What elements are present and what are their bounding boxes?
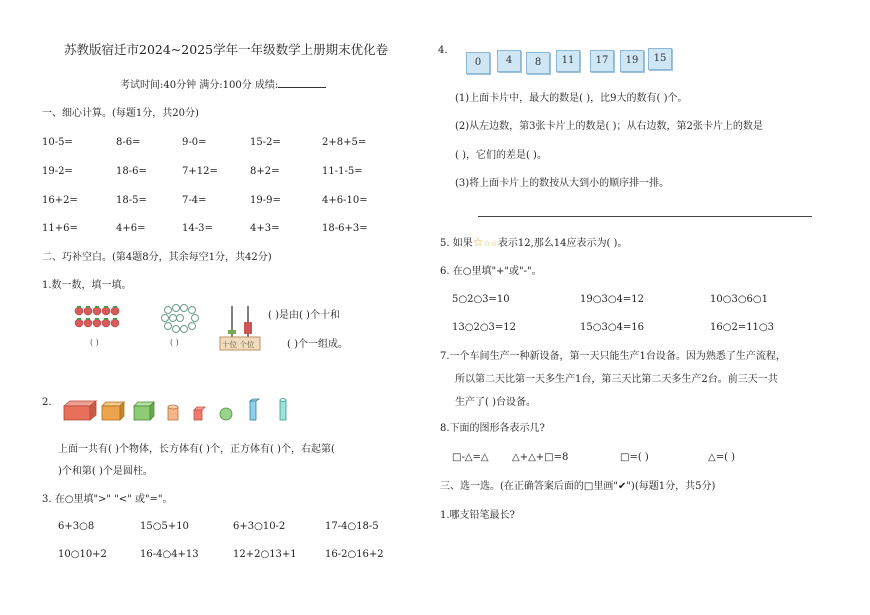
calc-item[interactable]: 7+12=: [182, 166, 218, 177]
sign-item[interactable]: 15○3○4=16: [580, 322, 645, 333]
q8-label: 8.下面的图形各表示几?: [440, 423, 545, 434]
calc-item[interactable]: 16+2=: [42, 195, 78, 206]
number-card: 4: [497, 50, 521, 72]
score-blank[interactable]: [278, 78, 326, 88]
q1-label: 1.数一数，填一填。: [42, 280, 132, 291]
q4-line1: (1)上面卡片中，最大的数是( )，比9大的数有( )个。: [455, 93, 688, 104]
calc-item[interactable]: 14-3=: [182, 223, 213, 234]
calc-item[interactable]: 10-5=: [42, 137, 73, 148]
calc-item[interactable]: 9-0=: [182, 137, 207, 148]
q2-text2: )个和第( )个是圆柱。: [58, 466, 153, 477]
compare-item[interactable]: 12+2○13+1: [233, 549, 297, 560]
calc-item[interactable]: 4+3=: [250, 223, 280, 234]
compare-item[interactable]: 16-4○4+13: [140, 549, 199, 560]
q4-line4: (3)将上面卡片上的数按从大到小的顺序排一排。: [455, 178, 670, 189]
calc-item[interactable]: 18-5=: [116, 195, 147, 206]
compare-item[interactable]: 17-4○18-5: [325, 521, 379, 532]
shape-equation-item: □-△=△: [452, 452, 489, 463]
shape-equation-item[interactable]: △=( ): [708, 452, 736, 463]
calc-item[interactable]: 18-6=: [116, 166, 147, 177]
compare-item[interactable]: 15○5+10: [140, 521, 189, 532]
calc-item[interactable]: 19-9=: [250, 195, 281, 206]
q4-line3: ( )，它们的差是( )。: [455, 150, 547, 161]
sign-item[interactable]: 13○2○3=12: [452, 322, 517, 333]
beads-figure: [160, 304, 200, 334]
exam-info-text: 考试时间:40分钟 满分:100分 成绩:: [120, 80, 279, 91]
answer-line[interactable]: [478, 216, 812, 217]
q6-label: 6. 在○里填"+"或"-"。: [440, 266, 542, 277]
sign-item[interactable]: 16○2=11○3: [710, 322, 775, 333]
strawberries-figure: [74, 305, 126, 333]
sign-item[interactable]: 10○3○6○1: [710, 294, 768, 305]
calc-item[interactable]: 11-1-5=: [322, 166, 363, 177]
calc-item[interactable]: 11+6=: [42, 223, 78, 234]
q3-label: 3. 在○里填">" "<" 或"="。: [42, 494, 173, 505]
calc-item[interactable]: 8+2=: [250, 166, 280, 177]
number-card: 19: [620, 50, 644, 72]
number-card: 0: [466, 52, 490, 74]
section1-heading: 一、细心计算。(每题1分，共20分): [42, 108, 199, 119]
q7-line2: 所以第二天比第一天多生产1台，第三天比第二天多生产2台。前三天一共: [455, 374, 778, 385]
calc-item[interactable]: 19-2=: [42, 166, 73, 177]
calc-item[interactable]: 18-6+3=: [322, 223, 368, 234]
section3-q1: 1.哪支铅笔最长?: [440, 510, 515, 521]
number-card: 11: [556, 50, 580, 72]
q4-line2: (2)从左边数，第3张卡片上的数是( )；从右边数，第2张卡片上的数是: [455, 121, 763, 132]
calc-item[interactable]: 15-2=: [250, 137, 281, 148]
q2-text1: 上面一共有( )个物体，长方体有( )个，正方体有( )个，右起第(: [58, 444, 335, 455]
section2-heading: 二、巧补空白。(第4题8分，其余每空1分，共42分): [42, 252, 272, 263]
calc-item[interactable]: 7-4=: [182, 195, 207, 206]
number-card: 17: [590, 50, 614, 72]
star-icon: ☆: [472, 235, 484, 249]
q1-text1: ( )是由( )个十和: [268, 310, 340, 321]
q1-text2: ( )个一组成。: [287, 339, 348, 350]
q4-label: 4.: [438, 45, 448, 56]
compare-item[interactable]: 6+3○10-2: [233, 521, 286, 532]
q7-line3: 生产了( )台设备。: [455, 397, 536, 408]
compare-item[interactable]: 6+3○8: [58, 521, 95, 532]
shape-equation-item[interactable]: □=( ): [620, 452, 649, 463]
compare-item[interactable]: 16-2○16+2: [325, 549, 384, 560]
sign-item[interactable]: 19○3○4=12: [580, 294, 645, 305]
sign-item[interactable]: 5○2○3=10: [452, 294, 510, 305]
calc-item[interactable]: 4+6=: [116, 223, 146, 234]
calc-item[interactable]: 8-6=: [116, 137, 141, 148]
page-title: 苏教版宿迁市2024~2025学年一年级数学上册期末优化卷: [64, 42, 389, 57]
q5-text-b: 表示12,那么14应表示为( )。: [497, 238, 628, 249]
number-card: 15: [648, 48, 672, 70]
calc-item[interactable]: 4+6-10=: [322, 195, 368, 206]
small-star-icon: ☆☆: [483, 239, 498, 248]
beads-paren: ( ): [170, 338, 179, 347]
solids-figure: [60, 398, 300, 424]
section3-heading: 三、选一选。(在正确答案后面的□里画"✔")(每题1分，共5分): [440, 481, 716, 492]
q7-line1: 7.一个车间生产一种新设备，第一天只能生产1台设备。因为熟悉了生产流程，: [440, 351, 786, 362]
q5-text-a: 5. 如果: [440, 238, 473, 249]
q5: [440, 236, 627, 250]
q2-label: 2.: [42, 397, 52, 408]
abacus-label: 十位 个位: [222, 340, 255, 349]
strawberries-paren: ( ): [90, 338, 99, 347]
exam-info: [120, 78, 326, 92]
number-card: 8: [526, 52, 550, 74]
shape-equation-item: △+△+□=8: [512, 452, 569, 463]
compare-item[interactable]: 10○10+2: [58, 549, 107, 560]
calc-item[interactable]: 2+8+5=: [322, 137, 367, 148]
